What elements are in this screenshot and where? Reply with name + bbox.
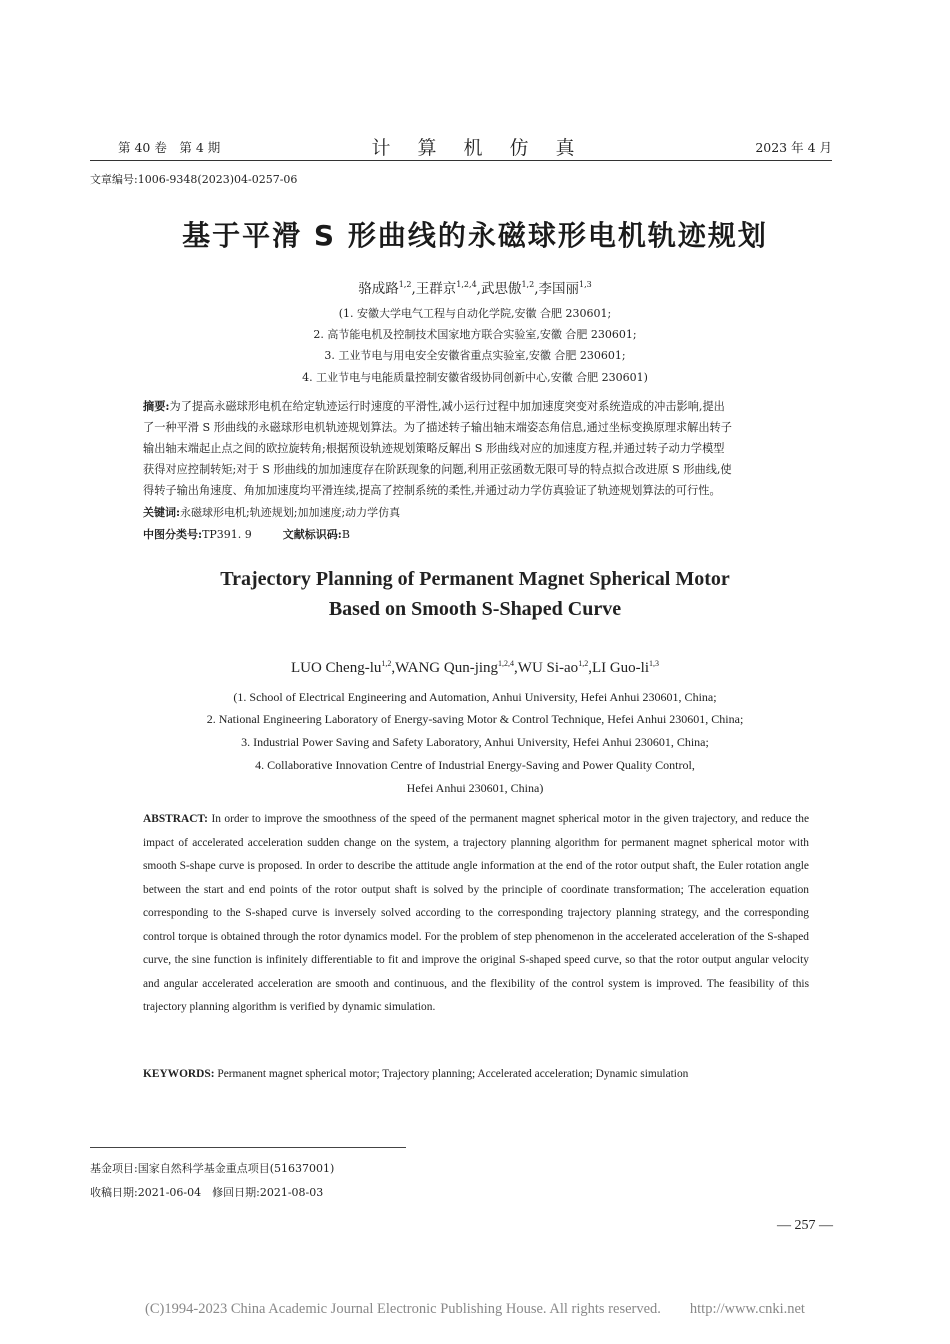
cn-keywords: 关键词:永磁球形电机;轨迹规划;加加速度;动力学仿真 bbox=[143, 506, 401, 519]
en-authors: LUO Cheng-lu$^{1,2}$,WANG Qun-jing$^{1,2,4}$,WU Si-ao$^{1,2}$,LI Guo-li$^{1,3}$ bbox=[290, 659, 660, 676]
cn-abstract: 摘要:为了提高永磁球形电机在给定轨迹运行时速度的平滑性,减小运行过程中加加速度突变对系统造成的冲击影响,提出 了一种平滑 S 形曲线的永磁球形电机轨迹规划算法。为了描述转子输出轴末端姿态角信息,通过坐标变换原理求解出转子 输出轴末端起止点之间的欧拉旋转角;根据预设轨迹规划策略反解出 S 形曲线对应的加速度方程,并通过转子动力学模型 获得对应控制转矩;对于 S 形曲线的加加速度存在阶跃现象的问题,利用正弦函数无限可导的特点拟合改进原 S 形曲线,使 得转子输出角速度、角加加速度均平滑连续,提高了控制系统的柔性,并通过动力学仿真验证了轨迹规划算法的可行性。 bbox=[143, 399, 732, 497]
en-affiliation: Hefei Anhui 230601, China) bbox=[406, 781, 544, 795]
cn-affiliation: 2. 高节能电机及控制技术国家地方联合实验室,安徽 合肥 230601; bbox=[313, 328, 637, 341]
header-date: 2023 年 4 月 bbox=[755, 140, 832, 155]
cn-author: 王群京 bbox=[415, 281, 457, 297]
en-affiliation: 4. Collaborative Innovation Centre of Industrial Energy-Saving and Power Quality Control, bbox=[255, 758, 695, 772]
header-journal: 计 算 机 仿 真 bbox=[371, 137, 579, 159]
cn-abstract-label: 摘要: bbox=[143, 399, 170, 413]
page-number: — 257 — bbox=[777, 1218, 833, 1233]
en-abstract-label: ABSTRACT: bbox=[143, 813, 208, 825]
cn-affiliation: 4. 工业节电与电能质量控制安徽省级协同创新中心,安徽 合肥 230601) bbox=[302, 371, 648, 384]
en-title-line2: Based on Smooth S-Shaped Curve bbox=[328, 598, 622, 620]
cn-author: 武思傲 bbox=[480, 281, 522, 297]
en-affiliation: (1. School of Electrical Engineering and Automation, Anhui University, Hefei Anhui 230601, China; bbox=[233, 690, 717, 704]
en-affiliation: 2. National Engineering Laboratory of Energy-saving Motor & Control Technique, Hefei Anhui 230601, China; bbox=[206, 712, 744, 726]
cn-author: 李国丽 bbox=[538, 281, 579, 297]
copyright-watermark: (C)1994-2023 China Academic Journal Electronic Publishing House. All rights reserved. http://www.cnki.net bbox=[145, 1301, 805, 1317]
cn-classification: 中图分类号:TP391. 9 文献标识码:B bbox=[143, 528, 350, 541]
article-number: 文章编号:1006-9348(2023)04-0257-06 bbox=[90, 173, 298, 186]
cn-affiliation: (1. 安徽大学电气工程与自动化学院,安徽 合肥 230601; bbox=[338, 307, 612, 320]
en-affiliation: 3. Industrial Power Saving and Safety Laboratory, Anhui University, Hefei Anhui 230601, China; bbox=[241, 735, 709, 749]
header-rule bbox=[90, 160, 832, 161]
cn-author: 骆成路 bbox=[358, 281, 399, 297]
en-title-line1: Trajectory Planning of Permanent Magnet Spherical Motor bbox=[220, 568, 730, 590]
header-volume: 第 40 卷 第 4 期 bbox=[118, 140, 221, 155]
en-abstract: ABSTRACT: In order to improve the smoothness of the speed of the permanent magnet spherical motor in the given trajectory, and reduce the impact of accelerated acceleration sudden change on the system, a trajectory planning algorithm for permanent magnet spherical motor with smooth S-shape curve is proposed. In order to describe the attitude angle information at the end of the rotor output shaft, the Euler rotation angle between the start and end points of the rotor output shaft is solved by the principle of coordinate transformation; The acceleration equation corresponding to the S-shaped curve is inversely solved according to the corresponding trajectory planning strategy, and the corresponding control torque is obtained through the rotor dynamics model. For the problem of step phenomenon in the accelerated acceleration of the S-shaped curve, the sine function is infinitely differentiable to fit and improve the original S-shaped speed curve, so that the rotor output angular velocity and angular accelerated acceleration are smooth and continuous, and the flexibility of the control system is improved. The feasibility of this trajectory planning algorithm is verified by dynamic simulation. bbox=[143, 813, 809, 1013]
footnote-rule bbox=[90, 1147, 406, 1148]
cn-affiliation: 3. 工业节电与用电安全安徽省重点实验室,安徽 合肥 230601; bbox=[324, 349, 626, 362]
footnote-dates: 收稿日期:2021-06-04 修回日期:2021-08-03 bbox=[90, 1186, 324, 1199]
cn-authors: 骆成路$^{1,2}$,王群京$^{1,2,4}$,武思傲$^{1,2}$,李国丽$^{1,3}$ bbox=[358, 280, 592, 297]
cn-title: 基于平滑 S 形曲线的永磁球形电机轨迹规划 bbox=[182, 219, 768, 252]
footnote-fund: 基金项目:国家自然科学基金重点项目(51637001) bbox=[90, 1162, 335, 1175]
en-keywords: KEYWORDS: Permanent magnet spherical motor; Trajectory planning; Accelerated acceleration; Dynamic simulation bbox=[143, 1068, 689, 1080]
